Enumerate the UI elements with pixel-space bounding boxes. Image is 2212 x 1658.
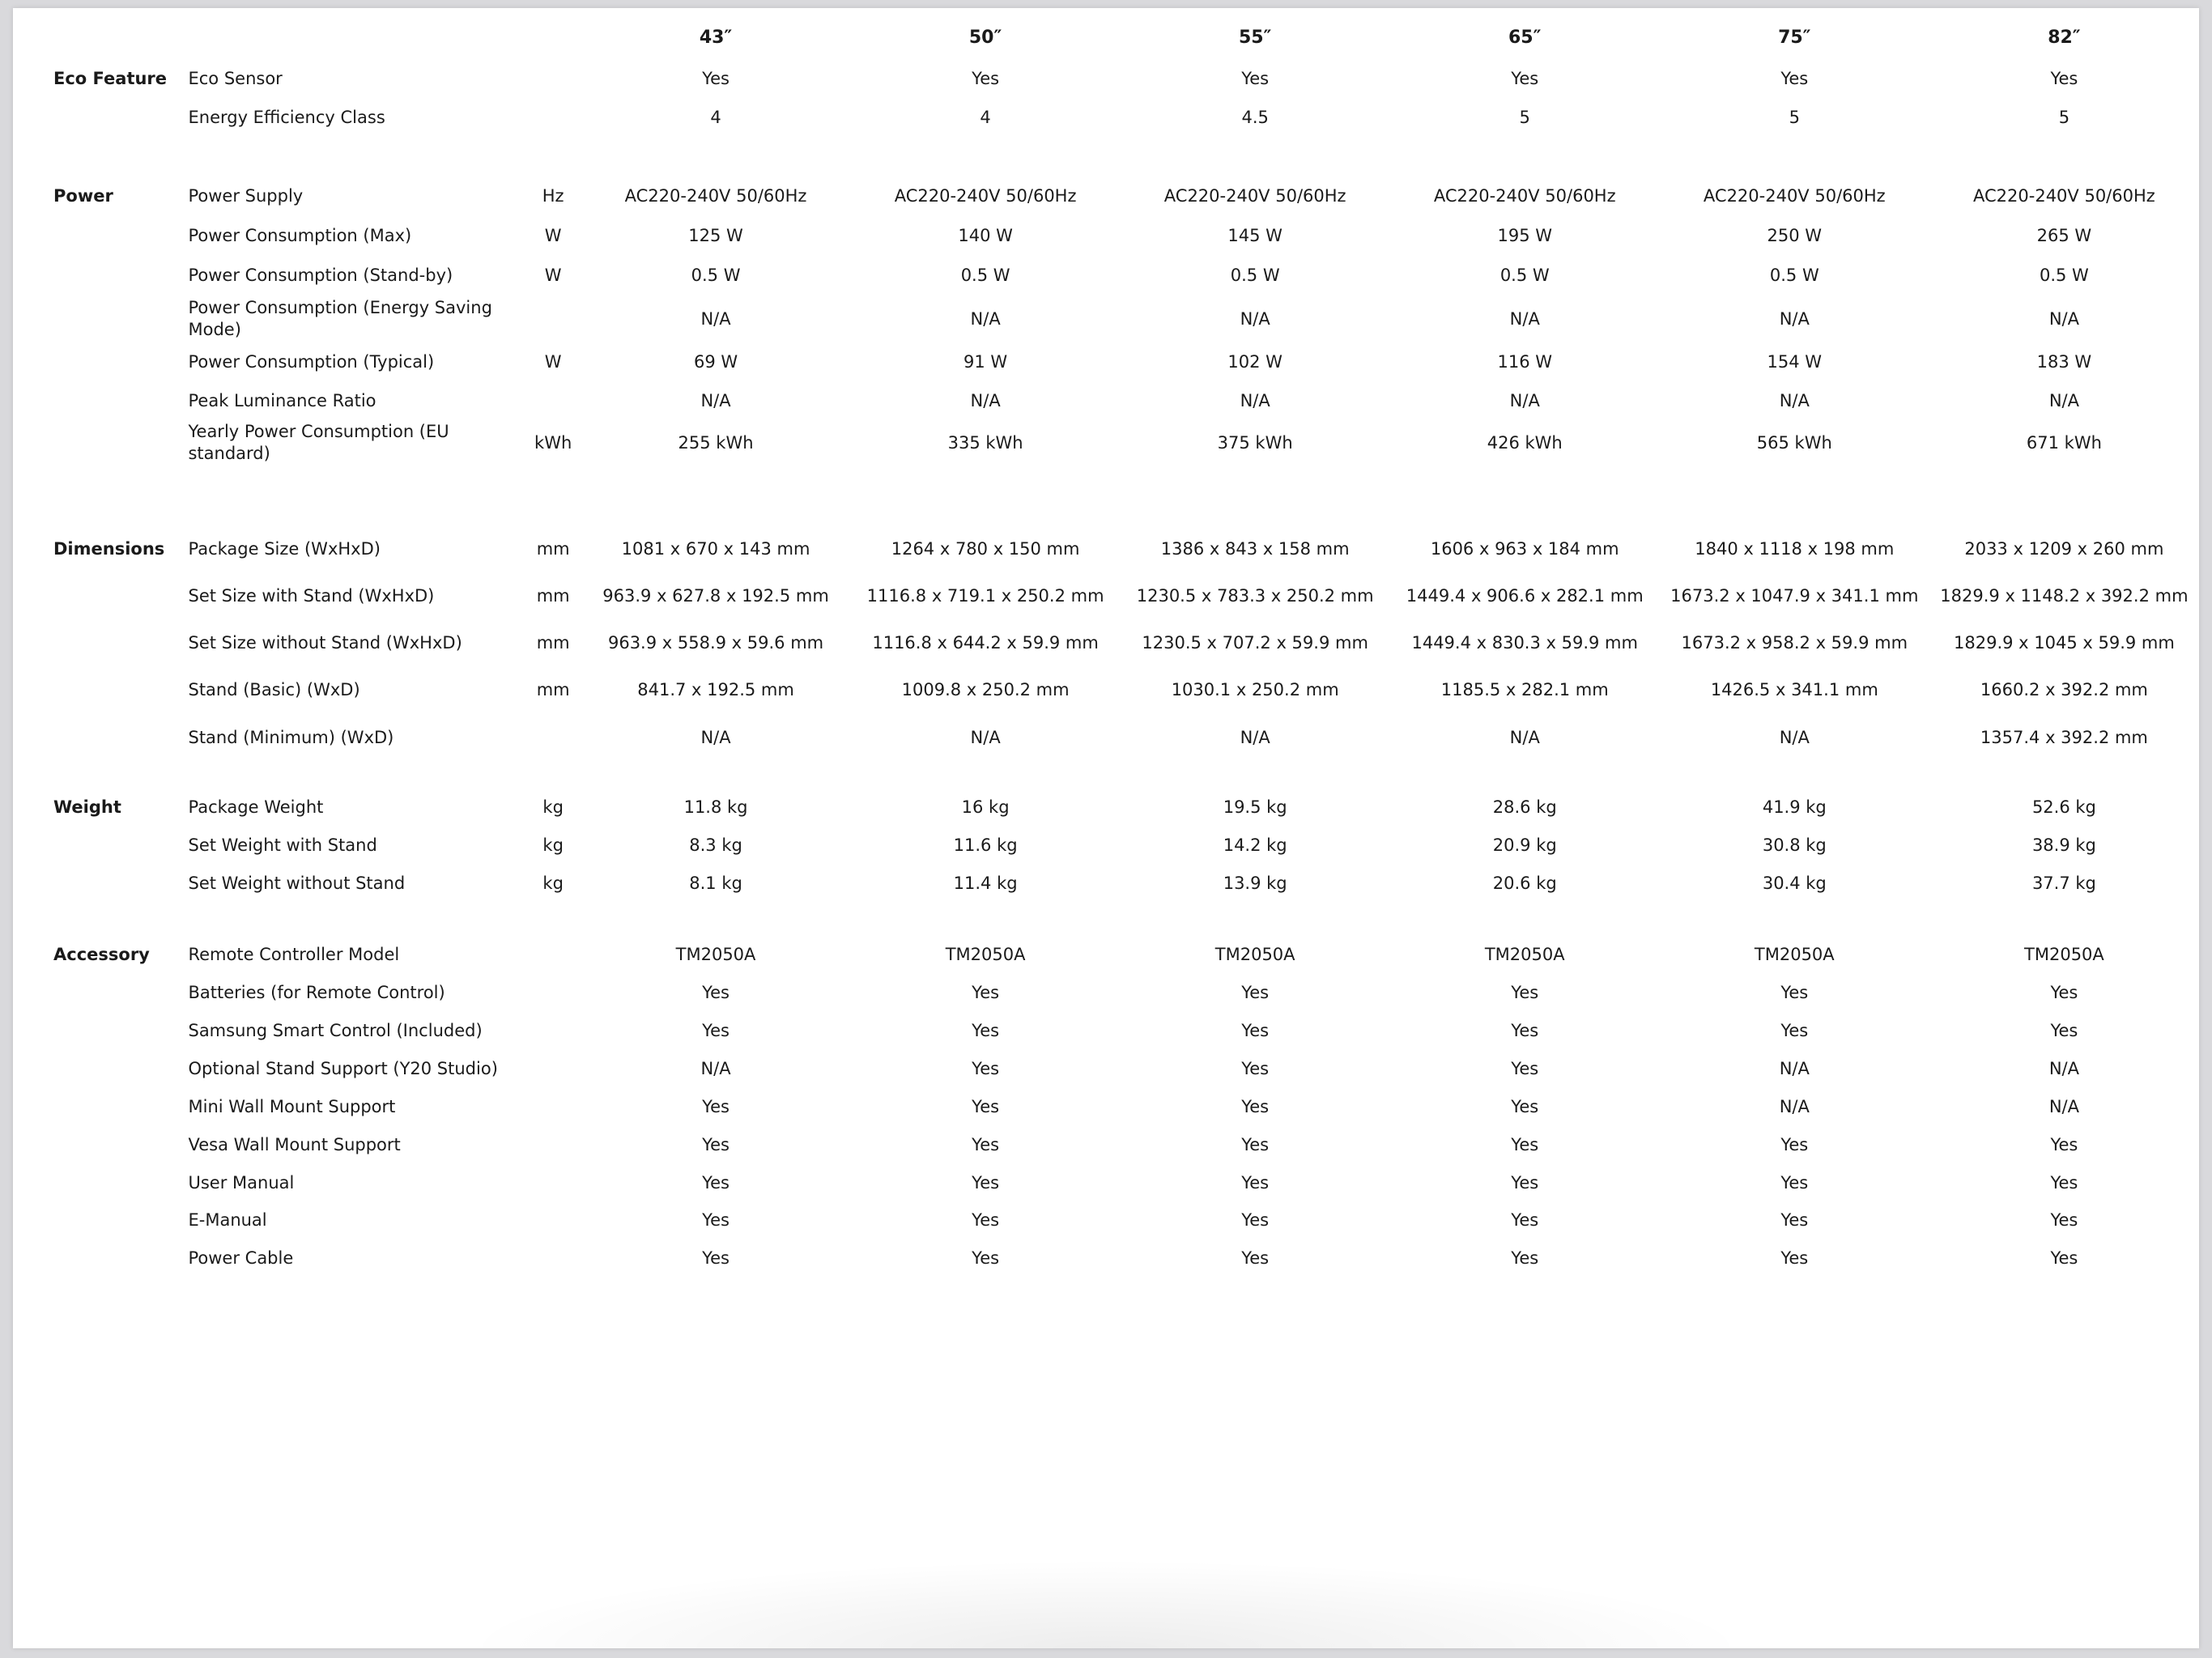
spec-value: Yes [2050, 1173, 2078, 1192]
spec-unit: mm [536, 539, 570, 559]
spec-value: N/A [700, 309, 731, 329]
spec-value: 145 W [1227, 226, 1283, 245]
spec-value: 154 W [1767, 352, 1823, 372]
spec-value: N/A [700, 391, 731, 410]
spec-value: 8.3 kg [689, 835, 742, 855]
section-title-empty [13, 714, 188, 761]
spec-value: 375 kWh [1217, 433, 1293, 453]
spec-value: Yes [1241, 1059, 1270, 1078]
spec-label: Set Weight with Stand [188, 835, 377, 855]
spec-label: Package Weight [188, 797, 324, 817]
spec-unit [525, 1049, 581, 1088]
spec-value: Yes [1780, 1173, 1809, 1192]
spec-value: 30.8 kg [1762, 835, 1827, 855]
spec-label: Vesa Wall Mount Support [188, 1134, 401, 1154]
spec-value: 671 kWh [2026, 433, 2102, 453]
spec-unit: W [544, 352, 562, 372]
spec-label: Set Weight without Stand [188, 873, 406, 893]
spec-unit [525, 1164, 581, 1201]
spec-value: 140 W [958, 226, 1013, 245]
spec-unit [525, 58, 581, 99]
spec-value: 19.5 kg [1223, 797, 1287, 817]
spec-unit [525, 714, 581, 761]
spec-value: Yes [1780, 1021, 1809, 1040]
spec-value: N/A [1240, 728, 1270, 747]
spec-value: 1116.8 x 719.1 x 250.2 mm [866, 586, 1104, 606]
spec-unit: kg [542, 874, 564, 893]
spec-label: Package Size (WxHxD) [188, 538, 381, 559]
spec-label: Samsung Smart Control (Included) [188, 1020, 483, 1040]
spec-row [13, 1164, 2199, 1201]
size-header: 43″ [699, 27, 733, 48]
spec-label: Batteries (for Remote Control) [188, 982, 445, 1002]
spec-value: 1116.8 x 644.2 x 59.9 mm [872, 633, 1099, 653]
spec-label: Eco Sensor [188, 68, 283, 88]
spec-value: N/A [970, 728, 1001, 747]
spec-row [13, 215, 2199, 256]
spec-unit [525, 99, 581, 136]
spec-label: Power Consumption (Typical) [188, 351, 435, 372]
spec-label: Mini Wall Mount Support [188, 1096, 396, 1116]
section-title-empty [13, 572, 188, 620]
section-title-empty [13, 665, 188, 714]
spec-value: 5 [1519, 108, 1530, 127]
spec-row [13, 789, 2199, 826]
spec-table-body [13, 8, 2199, 1278]
section-title: Weight [53, 797, 121, 817]
spec-row [13, 380, 2199, 421]
size-header: 82″ [2048, 27, 2081, 48]
section-title-empty [13, 295, 188, 343]
spec-unit: kg [542, 797, 564, 817]
spec-row [13, 826, 2199, 865]
size-header: 75″ [1778, 27, 1811, 48]
spec-value: 0.5 W [960, 266, 1010, 285]
spec-value: 91 W [963, 352, 1008, 372]
spec-value: TM2050A [2024, 945, 2104, 964]
spec-row [13, 1088, 2199, 1125]
spec-row [13, 176, 2199, 215]
spec-value: Yes [972, 69, 1000, 88]
spec-value: Yes [1241, 1173, 1270, 1192]
spec-value: Yes [972, 1248, 1000, 1268]
spec-value: 8.1 kg [689, 874, 742, 893]
spec-value: AC220-240V 50/60Hz [1433, 186, 1616, 206]
spec-value: 116 W [1497, 352, 1552, 372]
spec-value: 11.6 kg [953, 835, 1018, 855]
spec-value: Yes [702, 1135, 730, 1154]
spec-value: 1449.4 x 906.6 x 282.1 mm [1406, 586, 1644, 606]
spec-value: Yes [1511, 1097, 1539, 1116]
spec-unit: W [544, 226, 562, 245]
spec-value: TM2050A [1214, 945, 1295, 964]
spec-value: TM2050A [945, 945, 1026, 964]
spec-value: 1264 x 780 x 150 mm [891, 539, 1080, 559]
spec-row [13, 865, 2199, 902]
spec-value: 0.5 W [691, 266, 741, 285]
spec-value: Yes [1511, 1173, 1539, 1192]
spec-label: Optional Stand Support (Y20 Studio) [188, 1058, 498, 1078]
header-spacer [188, 8, 525, 58]
spec-value: 125 W [688, 226, 743, 245]
spec-value: Yes [972, 1135, 1000, 1154]
spec-value: Yes [702, 983, 730, 1002]
spec-value: N/A [1509, 728, 1540, 747]
spec-unit [525, 295, 581, 343]
spec-value: 1840 x 1118 x 198 mm [1695, 539, 1895, 559]
spec-value: 20.9 kg [1492, 835, 1557, 855]
spec-value: 1660.2 x 392.2 mm [1980, 680, 2148, 699]
spec-value: 28.6 kg [1492, 797, 1557, 817]
spec-value: N/A [1779, 309, 1810, 329]
section-title-empty [13, 1164, 188, 1201]
spec-value: 1357.4 x 392.2 mm [1980, 728, 2148, 747]
spec-value: 1009.8 x 250.2 mm [901, 680, 1070, 699]
spec-value: TM2050A [675, 945, 756, 964]
spec-table [13, 8, 2199, 1278]
spec-value: Yes [702, 1210, 730, 1230]
spec-value: N/A [1779, 728, 1810, 747]
section-gap-cell [13, 902, 2199, 936]
spec-value: 1673.2 x 958.2 x 59.9 mm [1681, 633, 1908, 653]
spec-row [13, 973, 2199, 1012]
section-title: Power [53, 186, 113, 206]
spec-value: Yes [1241, 1135, 1270, 1154]
spec-value: 1386 x 843 x 158 mm [1160, 539, 1350, 559]
spec-value: 2033 x 1209 x 260 mm [1964, 539, 2164, 559]
spec-value: 1230.5 x 783.3 x 250.2 mm [1136, 586, 1374, 606]
spec-value: 1829.9 x 1045 x 59.9 mm [1954, 633, 2175, 653]
spec-sheet-page [13, 8, 2199, 1648]
spec-row [13, 256, 2199, 295]
section-title-empty [13, 1088, 188, 1125]
section-title-empty [13, 256, 188, 295]
spec-value: 1829.9 x 1148.2 x 392.2 mm [1940, 586, 2189, 606]
spec-value: 0.5 W [2039, 266, 2089, 285]
spec-label: Power Cable [188, 1248, 294, 1268]
spec-row [13, 343, 2199, 380]
spec-value: Yes [702, 1021, 730, 1040]
section-gap [13, 465, 2199, 526]
spec-value: Yes [2050, 1021, 2078, 1040]
spec-value: 265 W [2036, 226, 2092, 245]
spec-value: N/A [1240, 391, 1270, 410]
section-title-empty [13, 1012, 188, 1049]
spec-row [13, 1125, 2199, 1164]
spec-value: N/A [1240, 309, 1270, 329]
spec-row [13, 936, 2199, 973]
size-header: 65″ [1508, 27, 1542, 48]
spec-value: Yes [972, 1059, 1000, 1078]
spec-value: Yes [1780, 983, 1809, 1002]
section-title-empty [13, 1201, 188, 1239]
spec-value: N/A [2048, 1059, 2079, 1078]
spec-value: 20.6 kg [1492, 874, 1557, 893]
spec-value: N/A [1779, 391, 1810, 410]
size-header: 50″ [968, 27, 1002, 48]
spec-unit: mm [536, 586, 570, 606]
spec-value: Yes [1511, 1135, 1539, 1154]
section-title: Eco Feature [53, 69, 168, 88]
section-gap-cell [13, 136, 2199, 176]
spec-row [13, 99, 2199, 136]
spec-value: 37.7 kg [2031, 874, 2096, 893]
section-title-empty [13, 1125, 188, 1164]
spec-unit [525, 1201, 581, 1239]
spec-value: Yes [1780, 1248, 1809, 1268]
spec-unit: kWh [534, 433, 572, 453]
spec-value: AC220-240V 50/60Hz [624, 186, 807, 206]
spec-value: 52.6 kg [2031, 797, 2096, 817]
spec-value: 41.9 kg [1762, 797, 1827, 817]
spec-value: N/A [1509, 391, 1540, 410]
spec-row [13, 526, 2199, 572]
spec-value: Yes [702, 69, 730, 88]
spec-value: Yes [702, 1097, 730, 1116]
spec-unit [525, 1239, 581, 1278]
spec-value: Yes [972, 1210, 1000, 1230]
section-title-empty [13, 1049, 188, 1088]
spec-value: Yes [1780, 1135, 1809, 1154]
spec-value: 38.9 kg [2031, 835, 2096, 855]
spec-value: 1606 x 963 x 184 mm [1430, 539, 1619, 559]
spec-label: Remote Controller Model [188, 944, 400, 964]
spec-row [13, 295, 2199, 343]
spec-row [13, 1012, 2199, 1049]
spec-value: N/A [700, 1059, 731, 1078]
spec-value: 69 W [693, 352, 738, 372]
spec-value: TM2050A [1754, 945, 1835, 964]
spec-value: 1185.5 x 282.1 mm [1440, 680, 1609, 699]
spec-value: AC220-240V 50/60Hz [894, 186, 1077, 206]
spec-unit: mm [536, 633, 570, 653]
spec-value: Yes [1241, 983, 1270, 1002]
spec-value: AC220-240V 50/60Hz [1703, 186, 1886, 206]
spec-value: 195 W [1497, 226, 1552, 245]
spec-unit: Hz [542, 186, 564, 206]
size-header: 55″ [1238, 27, 1272, 48]
spec-value: Yes [1511, 69, 1539, 88]
spec-value: 1426.5 x 341.1 mm [1710, 680, 1878, 699]
spec-value: N/A [1779, 1059, 1810, 1078]
spec-value: N/A [2048, 309, 2079, 329]
spec-unit [525, 1125, 581, 1164]
spec-value: 1081 x 670 x 143 mm [621, 539, 810, 559]
section-gap [13, 761, 2199, 789]
spec-row [13, 1239, 2199, 1278]
section-title-empty [13, 99, 188, 136]
spec-value: 4.5 [1241, 108, 1269, 127]
spec-value: 11.8 kg [683, 797, 748, 817]
spec-value: Yes [2050, 1210, 2078, 1230]
header-spacer [525, 8, 581, 58]
section-gap-cell [13, 761, 2199, 789]
spec-row [13, 572, 2199, 620]
spec-row [13, 1049, 2199, 1088]
spec-value: Yes [702, 1248, 730, 1268]
section-title-empty [13, 1239, 188, 1278]
spec-value: 1230.5 x 707.2 x 59.9 mm [1142, 633, 1368, 653]
section-title: Dimensions [53, 539, 165, 559]
spec-value: 250 W [1767, 226, 1823, 245]
header-spacer [13, 8, 188, 58]
spec-value: Yes [1511, 1248, 1539, 1268]
section-title-empty [13, 343, 188, 380]
spec-value: 426 kWh [1487, 433, 1563, 453]
section-gap [13, 136, 2199, 176]
spec-value: 16 kg [961, 797, 1010, 817]
spec-value: Yes [972, 1097, 1000, 1116]
spec-row [13, 421, 2199, 465]
section-title-empty [13, 421, 188, 465]
spec-label: Set Size without Stand (WxHxD) [188, 632, 462, 653]
spec-value: N/A [700, 728, 731, 747]
spec-value: Yes [972, 1021, 1000, 1040]
section-title-empty [13, 620, 188, 665]
spec-value: 183 W [2036, 352, 2092, 372]
spec-value: Yes [1241, 69, 1270, 88]
spec-value: N/A [970, 309, 1001, 329]
spec-value: Yes [972, 983, 1000, 1002]
spec-value: 565 kWh [1756, 433, 1832, 453]
spec-value: Yes [2050, 69, 2078, 88]
spec-value: N/A [2048, 391, 2079, 410]
spec-value: 0.5 W [1499, 266, 1550, 285]
spec-value: N/A [2048, 1097, 2079, 1116]
spec-value: Yes [1241, 1021, 1270, 1040]
spec-value: 102 W [1227, 352, 1283, 372]
spec-value: 335 kWh [947, 433, 1023, 453]
spec-value: Yes [1780, 1210, 1809, 1230]
spec-value: Yes [1241, 1097, 1270, 1116]
spec-value: Yes [702, 1173, 730, 1192]
spec-value: 963.9 x 558.9 x 59.6 mm [607, 633, 824, 653]
spec-value: 4 [710, 108, 721, 127]
spec-value: 1030.1 x 250.2 mm [1171, 680, 1339, 699]
spec-unit [525, 380, 581, 421]
spec-unit [525, 1088, 581, 1125]
spec-row [13, 620, 2199, 665]
spec-value: Yes [1511, 1059, 1539, 1078]
spec-value: 1673.2 x 1047.9 x 341.1 mm [1670, 586, 1919, 606]
spec-label: Power Consumption (Energy Saving Mode) [188, 298, 492, 339]
spec-value: AC220-240V 50/60Hz [1973, 186, 2155, 206]
spec-value: 0.5 W [1769, 266, 1819, 285]
section-title: Accessory [53, 945, 150, 964]
spec-value: 5 [1789, 108, 1800, 127]
spec-value: N/A [970, 391, 1001, 410]
spec-value: Yes [1511, 983, 1539, 1002]
spec-value: Yes [2050, 1135, 2078, 1154]
spec-label: User Manual [188, 1172, 295, 1192]
section-title-empty [13, 865, 188, 902]
spec-value: 14.2 kg [1223, 835, 1287, 855]
spec-value: 963.9 x 627.8 x 192.5 mm [602, 586, 829, 606]
spec-unit [525, 973, 581, 1012]
spec-label: Power Consumption (Max) [188, 225, 412, 245]
spec-value: 0.5 W [1230, 266, 1280, 285]
spec-value: 11.4 kg [953, 874, 1018, 893]
spec-value: Yes [1780, 69, 1809, 88]
spec-label: Power Consumption (Stand-by) [188, 265, 453, 285]
spec-row [13, 1201, 2199, 1239]
spec-row [13, 58, 2199, 99]
section-title-empty [13, 380, 188, 421]
spec-value: N/A [1509, 309, 1540, 329]
spec-row [13, 714, 2199, 761]
spec-label: Peak Luminance Ratio [188, 390, 376, 410]
spec-unit: mm [536, 680, 570, 699]
spec-unit: kg [542, 835, 564, 855]
spec-label: Stand (Basic) (WxD) [188, 679, 360, 699]
spec-value: 13.9 kg [1223, 874, 1287, 893]
section-title-empty [13, 826, 188, 865]
spec-label: Stand (Minimum) (WxD) [188, 727, 394, 747]
spec-value: N/A [1779, 1097, 1810, 1116]
section-gap-cell [13, 465, 2199, 526]
spec-value: 1449.4 x 830.3 x 59.9 mm [1411, 633, 1638, 653]
spec-value: Yes [1241, 1210, 1270, 1230]
spec-value: Yes [2050, 1248, 2078, 1268]
spec-label: Yearly Power Consumption (EU standard) [188, 422, 449, 463]
section-title-empty [13, 973, 188, 1012]
spec-value: 4 [980, 108, 991, 127]
spec-value: 255 kWh [678, 433, 754, 453]
size-header-row [13, 8, 2199, 58]
spec-value: AC220-240V 50/60Hz [1163, 186, 1346, 206]
section-gap [13, 902, 2199, 936]
spec-unit [525, 936, 581, 973]
spec-value: 841.7 x 192.5 mm [637, 680, 794, 699]
spec-label: Set Size with Stand (WxHxD) [188, 585, 435, 606]
spec-value: Yes [1511, 1021, 1539, 1040]
spec-row [13, 665, 2199, 714]
spec-label: Power Supply [188, 185, 304, 206]
spec-value: Yes [1241, 1248, 1270, 1268]
spec-value: Yes [2050, 983, 2078, 1002]
spec-unit: W [544, 266, 562, 285]
spec-value: 30.4 kg [1762, 874, 1827, 893]
spec-unit [525, 1012, 581, 1049]
spec-label: Energy Efficiency Class [188, 107, 385, 127]
spec-value: 5 [2058, 108, 2070, 127]
spec-label: E-Manual [188, 1209, 267, 1230]
section-title-empty [13, 215, 188, 256]
spec-value: TM2050A [1484, 945, 1565, 964]
spec-value: Yes [1511, 1210, 1539, 1230]
spec-value: Yes [972, 1173, 1000, 1192]
